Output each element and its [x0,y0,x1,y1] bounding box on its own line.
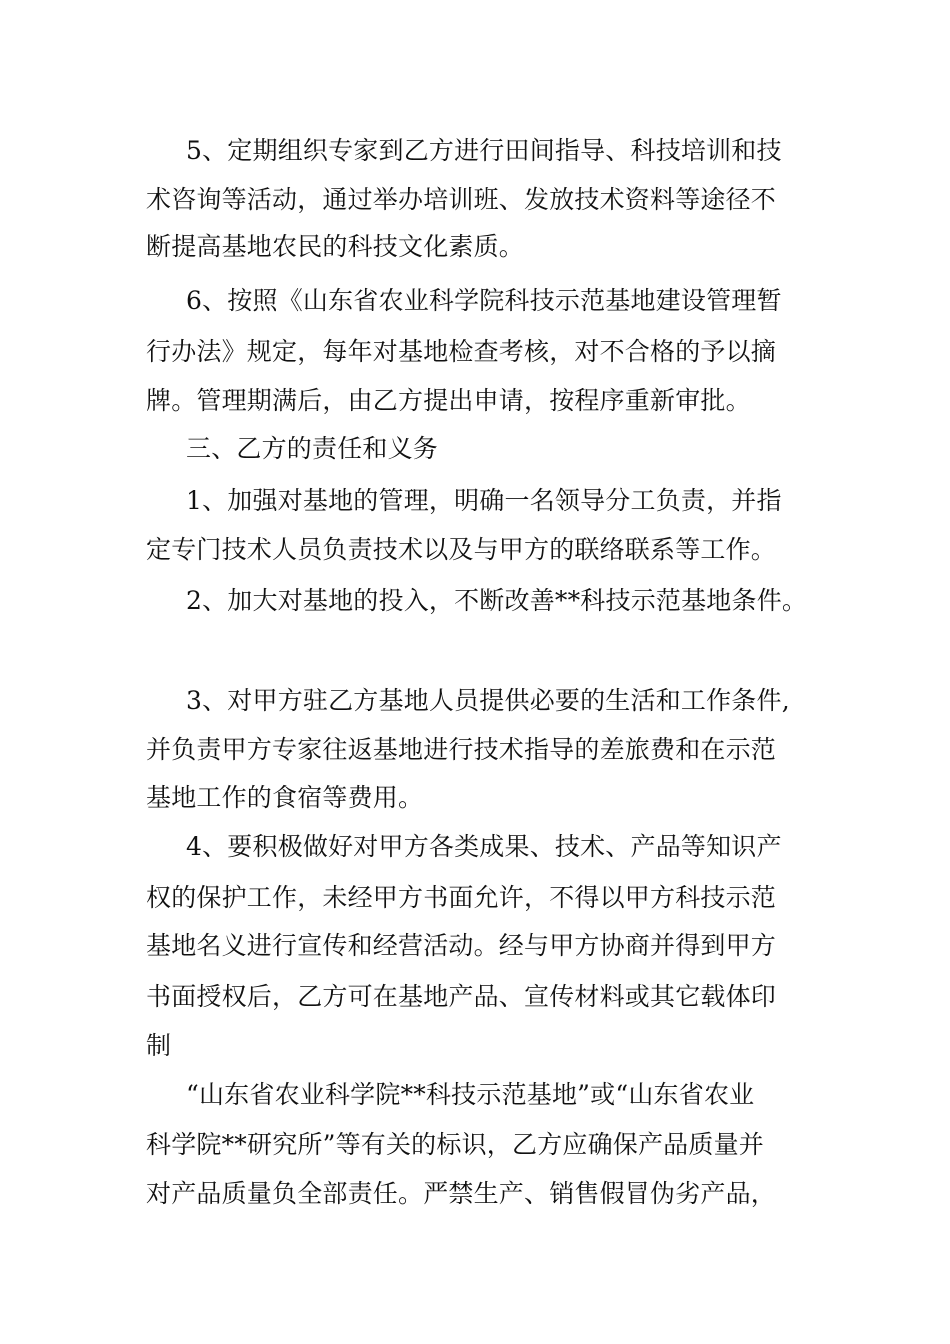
item-4-line-4: 书面授权后，乙方可在基地产品、宣传材料或其它载体印 [146,982,777,1011]
item-3-line-2: 并负责甲方专家往返基地进行技术指导的差旅费和在示范 [146,735,777,764]
item-2-line-1: 2、加大对基地的投入，不断改善**科技示范基地条件。 [186,586,808,615]
paragraph-6-line-1: 6、按照《山东省农业科学院科技示范基地建设管理暂 [186,286,782,315]
paragraph-6-line-2: 行办法》规定，每年对基地检查考核，对不合格的予以摘 [146,337,777,366]
item-3-line-1: 3、对甲方驻乙方基地人员提供必要的生活和工作条件, [186,686,790,715]
item-4-line-2: 权的保护工作，未经甲方书面允许，不得以甲方科技示范 [146,883,777,912]
item-4-line-3: 基地名义进行宣传和经营活动。经与甲方协商并得到甲方 [146,931,777,960]
paragraph-5-line-3: 断提高基地农民的科技文化素质。 [146,232,525,261]
paragraph-6-line-3: 牌。管理期满后，由乙方提出申请，按程序重新审批。 [146,386,751,415]
section-heading-3: 三、乙方的责任和义务 [186,434,439,463]
item-1-line-2: 定专门技术人员负责技术以及与甲方的联络联系等工作。 [146,535,777,564]
item-4-line-1: 4、要积极做好对甲方各类成果、技术、产品等知识产 [186,832,782,861]
quote-paragraph-line-2: 科学院**研究所”等有关的标识，乙方应确保产品质量并 [146,1130,764,1159]
item-3-line-3: 基地工作的食宿等费用。 [146,783,424,812]
item-1-line-1: 1、加强对基地的管理，明确一名领导分工负责，并指 [186,486,782,515]
quote-paragraph-line-1: “山东省农业科学院**科技示范基地”或“山东省农业 [186,1080,755,1109]
item-4-line-5: 制 [146,1031,172,1060]
paragraph-5-line-2: 术咨询等活动，通过举办培训班、发放技术资料等途径不 [146,185,777,214]
quote-paragraph-line-3: 对产品质量负全部责任。严禁生产、销售假冒伪劣产品， [146,1179,777,1208]
paragraph-5-line-1: 5、定期组织专家到乙方进行田间指导、科技培训和技 [186,136,782,165]
